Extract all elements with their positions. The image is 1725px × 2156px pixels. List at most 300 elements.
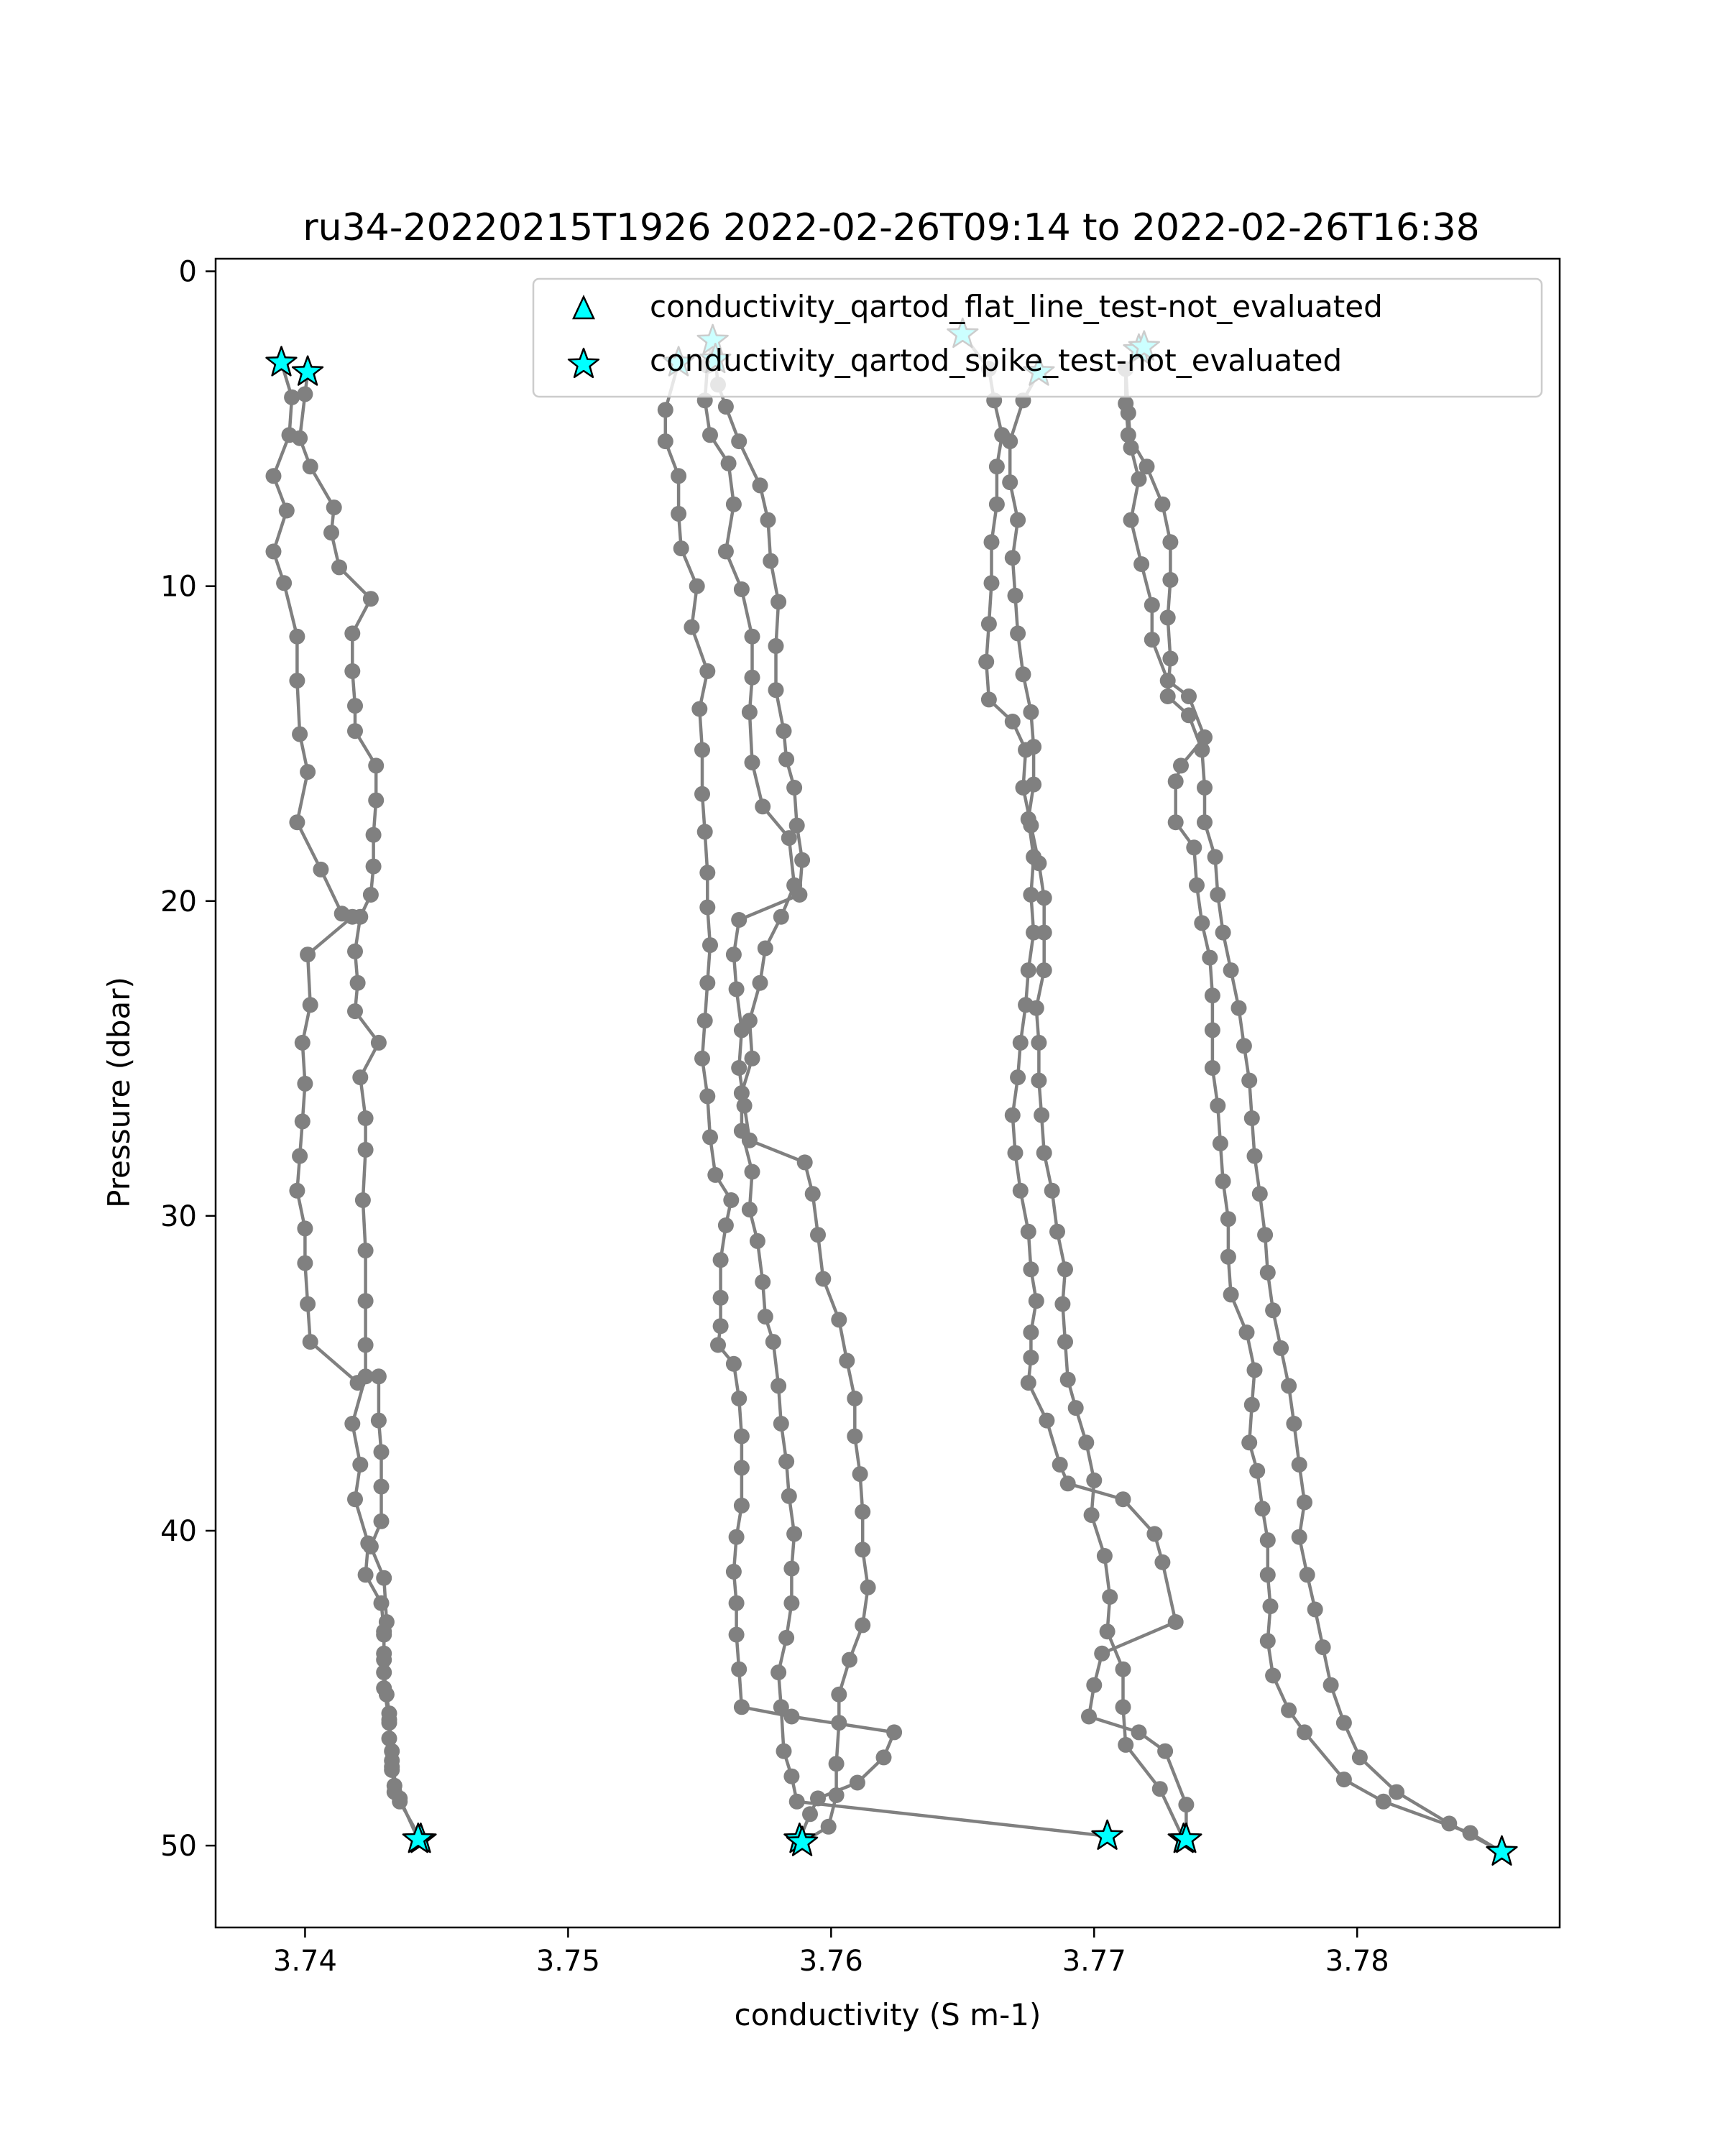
y-tick-label: 50 bbox=[160, 1830, 197, 1864]
data-point bbox=[344, 625, 360, 641]
x-tick-label: 3.76 bbox=[799, 1945, 863, 1978]
data-point bbox=[718, 399, 734, 415]
data-point bbox=[1260, 1567, 1276, 1583]
data-point bbox=[1265, 1302, 1281, 1318]
data-point bbox=[763, 553, 778, 569]
data-point bbox=[355, 1192, 371, 1208]
legend-entry-flat-line: conductivity_qartod_flat_line_test-not_evaluated bbox=[650, 289, 1383, 324]
data-point bbox=[297, 386, 313, 402]
data-point bbox=[786, 780, 802, 796]
data-point bbox=[1263, 1598, 1279, 1614]
data-point bbox=[1005, 1107, 1021, 1123]
data-point bbox=[1021, 1224, 1036, 1240]
data-point bbox=[1123, 512, 1139, 528]
data-point bbox=[1252, 1186, 1268, 1202]
data-point bbox=[1005, 714, 1021, 729]
data-point bbox=[745, 1051, 760, 1067]
data-point bbox=[731, 1662, 747, 1677]
data-point bbox=[1257, 1227, 1273, 1243]
data-point bbox=[295, 1113, 310, 1129]
data-point bbox=[1026, 739, 1041, 755]
data-point bbox=[1021, 962, 1036, 978]
data-point bbox=[1023, 1325, 1039, 1340]
data-point bbox=[1273, 1340, 1289, 1356]
data-point bbox=[1194, 742, 1210, 758]
data-point bbox=[1060, 1475, 1076, 1491]
data-point bbox=[829, 1787, 845, 1803]
data-point bbox=[363, 887, 379, 903]
data-point bbox=[721, 456, 737, 471]
data-point bbox=[1223, 962, 1239, 978]
data-point bbox=[1116, 1491, 1131, 1507]
data-point bbox=[707, 1167, 723, 1183]
data-point bbox=[1202, 950, 1218, 966]
data-point bbox=[671, 506, 686, 522]
data-point bbox=[1210, 887, 1225, 903]
data-point bbox=[1160, 609, 1176, 625]
data-point bbox=[731, 912, 747, 928]
data-point bbox=[697, 1013, 713, 1028]
data-point bbox=[1292, 1457, 1307, 1473]
data-point bbox=[352, 909, 368, 925]
data-point bbox=[699, 900, 715, 916]
data-point bbox=[1049, 1224, 1065, 1240]
data-point bbox=[1168, 1614, 1184, 1630]
data-point bbox=[689, 579, 705, 594]
data-point bbox=[366, 859, 382, 875]
data-point bbox=[1244, 1397, 1260, 1413]
data-point bbox=[1133, 556, 1149, 572]
data-point bbox=[773, 1416, 789, 1432]
data-point bbox=[831, 1715, 847, 1731]
data-point bbox=[1154, 497, 1170, 512]
data-point bbox=[671, 468, 686, 484]
data-point bbox=[1023, 704, 1039, 720]
data-point bbox=[358, 1142, 374, 1158]
data-point bbox=[1197, 780, 1213, 796]
data-point bbox=[1323, 1677, 1339, 1693]
data-point bbox=[1249, 1463, 1265, 1479]
data-point bbox=[770, 1378, 786, 1393]
data-point bbox=[368, 793, 384, 808]
data-point bbox=[358, 1368, 374, 1384]
data-point bbox=[352, 1457, 368, 1473]
data-point bbox=[1031, 1073, 1046, 1089]
data-point bbox=[699, 975, 715, 991]
data-point bbox=[984, 534, 1000, 550]
data-point bbox=[742, 1202, 758, 1217]
data-point bbox=[1094, 1646, 1110, 1662]
data-point bbox=[376, 1570, 392, 1586]
data-point bbox=[1013, 1035, 1029, 1051]
data-point bbox=[350, 975, 366, 991]
data-point bbox=[352, 1069, 368, 1085]
x-tick-label: 3.78 bbox=[1325, 1945, 1389, 1978]
data-point bbox=[855, 1617, 870, 1633]
data-point bbox=[1286, 1416, 1302, 1432]
data-point bbox=[297, 1256, 313, 1271]
data-point bbox=[723, 1192, 739, 1208]
data-point bbox=[745, 670, 760, 686]
data-point bbox=[1146, 1526, 1162, 1542]
legend-entry-spike: conductivity_qartod_spike_test-not_evaluated bbox=[650, 343, 1343, 378]
data-point bbox=[292, 727, 308, 742]
data-point bbox=[734, 1429, 750, 1445]
data-point bbox=[1144, 632, 1160, 648]
data-point bbox=[713, 1252, 729, 1268]
data-point bbox=[1315, 1639, 1331, 1655]
x-tick-label: 3.77 bbox=[1062, 1945, 1126, 1978]
data-point bbox=[773, 909, 789, 925]
data-point bbox=[358, 1337, 374, 1353]
data-point bbox=[358, 1567, 374, 1583]
data-point bbox=[300, 1296, 316, 1312]
legend bbox=[533, 279, 1542, 397]
data-point bbox=[658, 402, 673, 418]
data-point bbox=[981, 691, 997, 707]
data-point bbox=[734, 1022, 750, 1038]
data-point bbox=[794, 852, 810, 868]
data-point bbox=[852, 1466, 868, 1482]
data-point bbox=[1336, 1715, 1352, 1731]
data-point bbox=[855, 1542, 870, 1557]
data-point bbox=[1336, 1772, 1352, 1787]
data-point bbox=[1197, 814, 1213, 830]
data-point bbox=[360, 1536, 376, 1552]
data-point bbox=[1002, 433, 1018, 449]
data-point bbox=[279, 503, 295, 519]
data-point bbox=[1023, 1350, 1039, 1365]
data-point bbox=[289, 814, 305, 830]
data-point bbox=[770, 594, 786, 610]
data-point bbox=[1186, 839, 1202, 855]
data-point bbox=[1097, 1548, 1113, 1564]
data-point bbox=[770, 1664, 786, 1680]
data-point bbox=[1162, 534, 1178, 550]
data-point bbox=[810, 1227, 826, 1243]
data-point bbox=[768, 682, 784, 698]
data-point bbox=[1352, 1749, 1368, 1765]
data-point bbox=[1086, 1473, 1102, 1488]
data-point bbox=[1081, 1709, 1097, 1725]
data-point bbox=[673, 540, 689, 556]
data-point bbox=[392, 1790, 408, 1806]
data-point bbox=[1281, 1703, 1297, 1718]
data-point bbox=[1223, 1286, 1239, 1302]
data-point bbox=[1026, 925, 1041, 941]
data-point bbox=[745, 629, 760, 645]
data-point bbox=[1255, 1501, 1271, 1516]
data-point bbox=[1160, 673, 1176, 688]
data-point bbox=[791, 887, 807, 903]
data-point bbox=[1036, 962, 1052, 978]
data-point bbox=[1231, 1000, 1247, 1016]
data-point bbox=[384, 1759, 400, 1775]
data-point bbox=[768, 638, 784, 654]
data-point bbox=[382, 1712, 397, 1728]
data-point bbox=[699, 1088, 715, 1104]
data-point bbox=[978, 654, 994, 670]
data-point bbox=[1029, 1293, 1044, 1309]
data-point bbox=[1215, 925, 1231, 941]
data-point bbox=[742, 704, 758, 720]
data-point bbox=[347, 944, 363, 959]
data-point bbox=[1300, 1567, 1315, 1583]
data-point bbox=[1265, 1668, 1281, 1684]
data-point bbox=[745, 1164, 760, 1180]
data-point bbox=[694, 786, 710, 802]
data-point bbox=[1010, 625, 1026, 641]
y-axis-label: Pressure (dbar) bbox=[101, 977, 137, 1208]
data-point bbox=[765, 1334, 781, 1350]
data-point bbox=[292, 1148, 308, 1164]
data-point bbox=[303, 1334, 318, 1350]
data-point bbox=[300, 946, 316, 962]
data-point bbox=[776, 1743, 792, 1759]
data-point bbox=[778, 1630, 794, 1646]
data-point bbox=[729, 1529, 745, 1545]
data-point bbox=[1010, 512, 1026, 528]
data-point bbox=[1010, 1069, 1026, 1085]
data-point bbox=[331, 559, 347, 575]
data-point bbox=[699, 865, 715, 880]
y-tick-label: 40 bbox=[160, 1514, 197, 1548]
data-point bbox=[266, 543, 282, 559]
data-point bbox=[1121, 427, 1136, 443]
data-point bbox=[1260, 1633, 1276, 1649]
data-point bbox=[731, 1060, 747, 1076]
data-point bbox=[297, 1076, 313, 1092]
data-point bbox=[363, 591, 379, 607]
data-point bbox=[289, 629, 305, 645]
data-point bbox=[789, 818, 805, 834]
data-point bbox=[1084, 1507, 1100, 1523]
data-point bbox=[303, 997, 318, 1013]
data-point bbox=[374, 1595, 390, 1611]
data-point bbox=[289, 1183, 305, 1199]
data-point bbox=[371, 1035, 387, 1051]
data-point bbox=[718, 543, 734, 559]
data-point bbox=[789, 1794, 805, 1810]
data-point bbox=[1297, 1724, 1312, 1740]
data-point bbox=[1205, 1060, 1220, 1076]
data-point bbox=[1021, 1375, 1036, 1391]
data-point bbox=[710, 1337, 726, 1353]
data-point bbox=[1189, 877, 1205, 893]
data-point bbox=[1144, 597, 1160, 613]
data-point bbox=[376, 1623, 392, 1639]
data-point bbox=[702, 1129, 718, 1145]
data-point bbox=[1239, 1325, 1255, 1340]
data-point bbox=[289, 673, 305, 688]
data-point bbox=[855, 1504, 870, 1520]
data-point bbox=[297, 1220, 313, 1236]
data-point bbox=[1068, 1400, 1084, 1416]
data-point bbox=[797, 1154, 813, 1170]
data-point bbox=[699, 663, 715, 679]
data-point bbox=[347, 723, 363, 739]
data-point bbox=[713, 1318, 729, 1334]
data-point bbox=[1307, 1602, 1323, 1618]
data-point bbox=[1178, 1797, 1194, 1812]
data-point bbox=[374, 1479, 390, 1495]
data-point bbox=[1118, 396, 1133, 412]
data-point bbox=[1008, 588, 1024, 604]
data-point bbox=[300, 764, 316, 780]
data-point bbox=[831, 1312, 847, 1327]
data-point bbox=[347, 698, 363, 714]
data-point bbox=[1039, 1413, 1054, 1429]
data-point bbox=[1034, 1107, 1049, 1123]
data-point bbox=[1052, 1457, 1068, 1473]
data-point bbox=[776, 723, 792, 739]
data-point bbox=[1376, 1794, 1392, 1810]
data-point bbox=[753, 975, 768, 991]
data-point bbox=[694, 742, 710, 758]
data-point bbox=[323, 525, 339, 540]
data-point bbox=[1057, 1261, 1073, 1277]
data-point bbox=[376, 1680, 392, 1696]
plot-background bbox=[216, 259, 1560, 1927]
data-point bbox=[1078, 1434, 1094, 1450]
data-point bbox=[303, 459, 318, 474]
y-tick-label: 20 bbox=[160, 885, 197, 918]
data-point bbox=[1152, 1781, 1168, 1797]
data-point bbox=[691, 701, 707, 717]
data-point bbox=[815, 1271, 831, 1287]
data-point bbox=[755, 1274, 770, 1290]
data-point bbox=[1247, 1148, 1263, 1164]
data-point bbox=[313, 862, 328, 877]
y-tick-label: 30 bbox=[160, 1199, 197, 1233]
data-point bbox=[1220, 1249, 1236, 1265]
data-point bbox=[697, 824, 713, 839]
data-point bbox=[1281, 1378, 1297, 1393]
data-point bbox=[1036, 1145, 1052, 1161]
data-point bbox=[1002, 474, 1018, 490]
data-point bbox=[847, 1429, 862, 1445]
chart-title: ru34-20220215T1926 2022-02-26T09:14 to 2022-02-26T16:38 bbox=[303, 206, 1480, 249]
data-point bbox=[734, 581, 750, 597]
data-point bbox=[802, 1806, 818, 1822]
data-point bbox=[1102, 1589, 1118, 1605]
data-point bbox=[758, 941, 773, 957]
data-point bbox=[726, 1356, 742, 1372]
data-point bbox=[1021, 811, 1036, 827]
data-point bbox=[753, 477, 768, 493]
data-point bbox=[1441, 1815, 1457, 1831]
data-point bbox=[842, 1652, 857, 1668]
data-point bbox=[295, 1035, 310, 1051]
data-point bbox=[1463, 1825, 1478, 1841]
data-point bbox=[1292, 1529, 1307, 1545]
data-point bbox=[1036, 890, 1052, 906]
data-point bbox=[1215, 1174, 1231, 1189]
x-tick-label: 3.74 bbox=[272, 1945, 337, 1978]
data-point bbox=[773, 1699, 789, 1715]
data-point bbox=[292, 430, 308, 446]
data-point bbox=[1244, 1110, 1260, 1126]
data-point bbox=[1162, 572, 1178, 588]
data-point bbox=[726, 1564, 742, 1580]
data-point bbox=[734, 1699, 750, 1715]
data-point bbox=[371, 1413, 387, 1429]
data-point bbox=[810, 1790, 826, 1806]
data-point bbox=[984, 575, 1000, 591]
data-point bbox=[1173, 757, 1189, 773]
data-point bbox=[1297, 1495, 1312, 1511]
data-point bbox=[1247, 1363, 1263, 1378]
data-point bbox=[344, 663, 360, 679]
data-point bbox=[783, 1561, 799, 1577]
data-point bbox=[1054, 1296, 1070, 1312]
data-point bbox=[1210, 1098, 1225, 1114]
data-point bbox=[731, 1391, 747, 1406]
data-point bbox=[745, 755, 760, 770]
data-point bbox=[276, 575, 292, 591]
data-point bbox=[374, 1444, 390, 1460]
data-point bbox=[829, 1756, 845, 1772]
data-point bbox=[358, 1243, 374, 1258]
data-point bbox=[760, 512, 776, 528]
data-point bbox=[729, 981, 745, 997]
data-point bbox=[702, 937, 718, 953]
data-point bbox=[694, 1051, 710, 1067]
data-point bbox=[374, 1514, 390, 1529]
data-point bbox=[376, 1652, 392, 1668]
data-point bbox=[821, 1819, 837, 1835]
data-point bbox=[1131, 1724, 1147, 1740]
data-point bbox=[783, 1769, 799, 1784]
data-point bbox=[781, 1488, 797, 1504]
data-point bbox=[1023, 1261, 1039, 1277]
data-point bbox=[1023, 887, 1039, 903]
data-point bbox=[860, 1580, 876, 1595]
y-tick-label: 0 bbox=[178, 255, 197, 289]
data-point bbox=[726, 497, 742, 512]
data-point bbox=[347, 1491, 363, 1507]
data-point bbox=[1031, 1035, 1046, 1051]
data-point bbox=[1013, 1183, 1029, 1199]
data-point bbox=[1057, 1334, 1073, 1350]
data-point bbox=[786, 1526, 802, 1542]
data-point bbox=[847, 1391, 862, 1406]
data-point bbox=[1157, 1743, 1173, 1759]
data-point bbox=[284, 390, 300, 405]
data-point bbox=[726, 946, 742, 962]
data-point bbox=[1389, 1784, 1404, 1800]
data-point bbox=[1260, 1265, 1276, 1281]
data-point bbox=[1100, 1623, 1116, 1639]
data-point bbox=[1162, 650, 1178, 666]
data-point bbox=[734, 1498, 750, 1514]
data-point bbox=[850, 1775, 865, 1791]
data-point bbox=[1005, 550, 1021, 566]
data-point bbox=[737, 1098, 753, 1114]
y-tick-label: 10 bbox=[160, 570, 197, 604]
data-point bbox=[805, 1186, 821, 1202]
data-point bbox=[1116, 1699, 1131, 1715]
data-point bbox=[1260, 1532, 1276, 1548]
data-point bbox=[1118, 1737, 1133, 1753]
data-point bbox=[1116, 1662, 1131, 1677]
data-point bbox=[886, 1724, 902, 1740]
data-point bbox=[1160, 688, 1176, 704]
data-point bbox=[989, 459, 1005, 474]
data-point bbox=[750, 1233, 765, 1249]
data-point bbox=[1060, 1372, 1076, 1388]
data-point bbox=[1086, 1677, 1102, 1693]
